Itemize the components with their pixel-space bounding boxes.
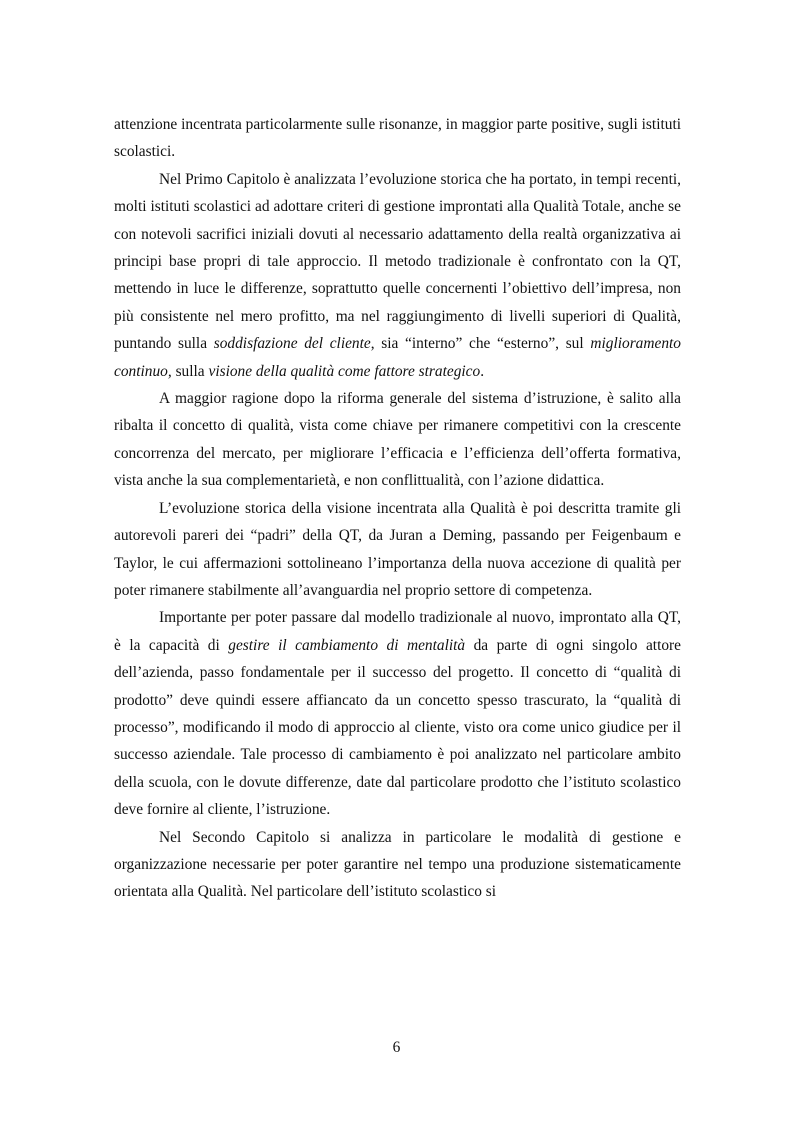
paragraph-text: , sia “interno” che “esterno”, sul xyxy=(370,335,591,353)
paragraph-riforma xyxy=(114,385,681,495)
paragraph-text: Nel Secondo Capitolo si analizza in particolare le modalità di gestione e organizzazione necessarie per poter garantire nel tempo una produzione sistematicamente orientata alla Qualità. Nel particolare dell’istituto scolastico si xyxy=(114,828,681,901)
paragraph-cambiamento xyxy=(114,604,681,823)
paragraph-intro-continuation xyxy=(114,111,681,166)
paragraph-text: L’evoluzione storica della visione incentrata alla Qualità è poi descritta tramite gli autorevoli pareri dei “padri” della QT, da Juran a Deming, passando per Feigenbaum e Taylor, le cui affermazioni sottolineano l’importanza della nuova accezione di qualità per poter rimanere stabilmente all’avanguardia nel proprio settore di competenza. xyxy=(114,499,681,599)
paragraph-secondo-capitolo xyxy=(114,824,681,906)
paragraph-text: Nel Primo Capitolo è analizzata l’evoluzione storica che ha portato, in tempi recenti, molti istituti scolastici ad adottare criteri di gestione improntati alla Qualità Totale, anche se con notevoli sacrifici iniziali dovuti al necessario adattamento della realtà organizzativa ai principi base propri di tale approccio. Il metodo tradizionale è confrontato con la QT, mettendo in luce le differenze, soprattutto quelle concernenti l’obiettivo dell’impresa, non più consistente nel mero profitto, ma nel raggiungimento di livelli superiori di Qualità, puntando sulla xyxy=(114,170,681,353)
emphasis-text: soddisfazione del cliente xyxy=(213,335,371,353)
paragraph-primo-capitolo xyxy=(114,166,681,385)
paragraph-text: A maggior ragione dopo la riforma generale del sistema d’istruzione, è salito alla ribalta il concetto di qualità, vista come chiave per rimanere competitivi con la crescente concorrenza del mercato, per migliorare l’efficacia e l’efficienza dell’offerta formativa, vista anche la sua complementarietà, e non conflittualità, con l’azione didattica. xyxy=(114,390,681,490)
emphasis-text: visione della qualità come fattore strategico xyxy=(208,362,481,380)
paragraph-text: . xyxy=(480,362,485,380)
paragraph-text: da parte di ogni singolo attore dell’azienda, passo fondamentale per il successo del progetto. Il concetto di “qualità di prodotto” deve quindi essere affiancato da un concetto spesso trascurato, la “qualità di processo”, modificando il modo di approccio al cliente, visto ora come unico giudice per il successo aziendale. Tale processo di cambiamento è poi analizzato nel particolare ambito della scuola, con le dovute differenze, date dal particolare prodotto che l’istituto scolastico deve fornire al cliente, l’istruzione. xyxy=(114,636,682,819)
paragraph-text: attenzione incentrata particolarmente sulle risonanze, in maggior parte positive, sugli istituti scolastici. xyxy=(114,116,681,161)
paragraph-evoluzione-storica xyxy=(114,495,681,605)
document-body xyxy=(114,111,681,906)
paragraph-text: sulla xyxy=(171,362,209,380)
paragraph-text: Importante per poter passare dal modello tradizionale al nuovo, improntato alla QT, è la capacità di xyxy=(114,609,681,654)
emphasis-text: miglioramento continuo, xyxy=(114,335,681,380)
emphasis-text: gestire il cambiamento di mentalità xyxy=(228,636,466,654)
page-number: 6 xyxy=(392,1039,401,1056)
